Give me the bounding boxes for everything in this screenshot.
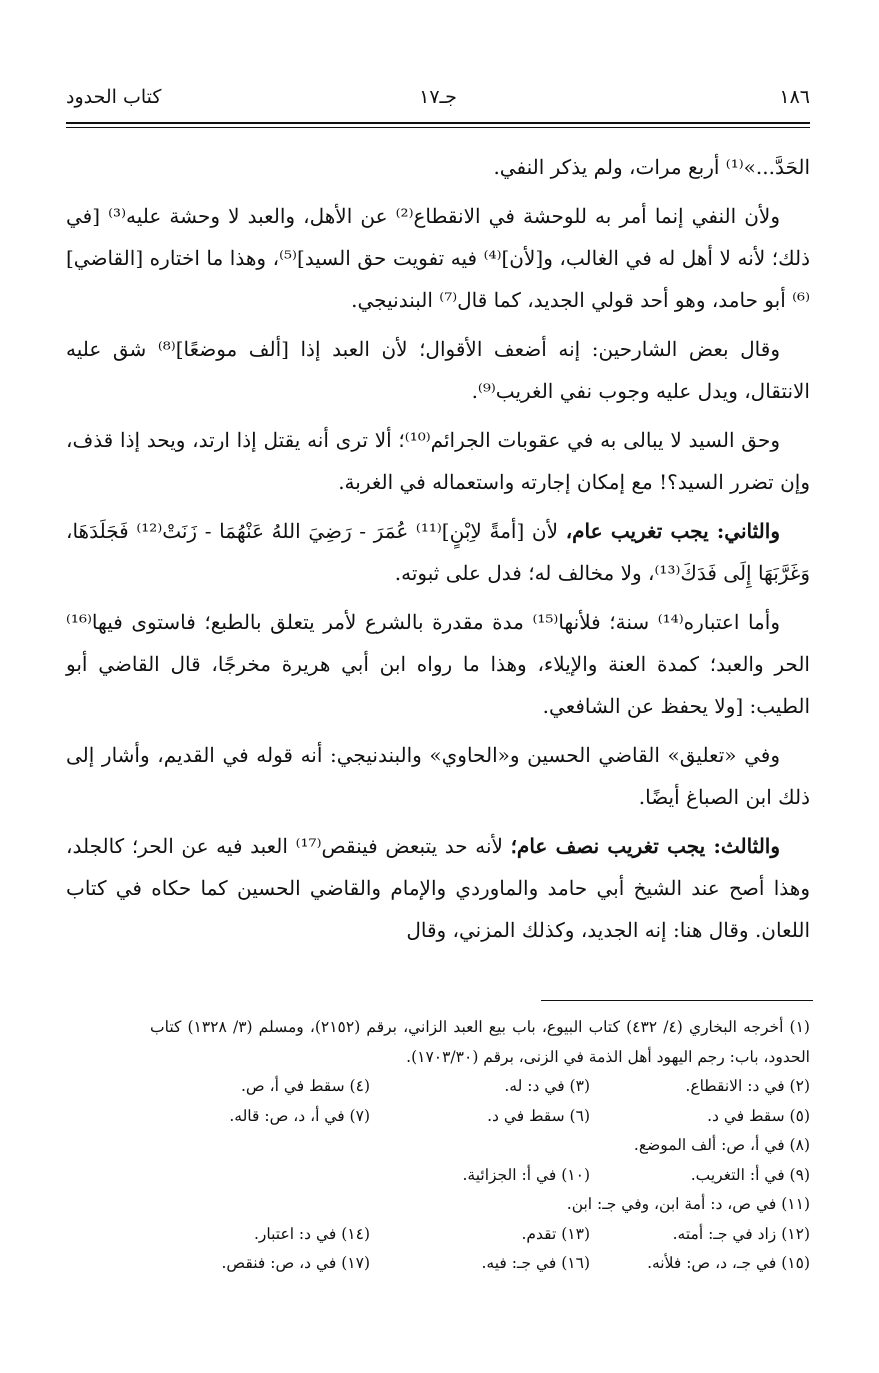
footnote: (٢) في د: الانقطاع. <box>685 1077 810 1095</box>
footnote: (٦) سقط في د. <box>487 1106 590 1125</box>
footnote-row <box>150 1072 810 1102</box>
footnotes <box>150 1013 810 1279</box>
footnote: (٧) في أ، د، ص: قاله. <box>229 1106 370 1125</box>
footnote: (١٠) في أ: الجزائية. <box>462 1165 590 1184</box>
volume-number: جـ١٧ <box>419 86 457 108</box>
footnote: (٤) سقط في أ، ص. <box>241 1077 370 1095</box>
paragraph: وقال بعض الشارحين: إنه أضعف الأقوال؛ لأن العبد إذا [ألف موضعًا]⁽⁸⁾ شق عليه الانتقال، ويدل عليه وجوب نفي الغريب⁽⁹⁾. <box>66 337 810 403</box>
paragraph: وأما اعتباره⁽¹⁴⁾ سنة؛ فلأنها⁽¹⁵⁾ مدة مقدرة بالشرع لأمر يتعلق بالطبع؛ فاستوى فيها⁽¹⁶⁾ الحر والعبد؛ كمدة العنة والإيلاء، وهذا ما رواه ابن أبي هريرة مخرجًا، قال القاضي أبو الطيب: [ولا يحفظ عن الشافعي. <box>66 610 810 718</box>
book-title: كتاب الحدود <box>66 86 162 108</box>
paragraph <box>66 825 810 951</box>
paragraph <box>66 510 810 594</box>
footnote-row <box>150 1131 810 1161</box>
footnote: (١٤) في د: اعتبار. <box>253 1224 370 1243</box>
footnote: (١٢) زاد في جـ: أمته. <box>672 1224 810 1243</box>
paragraph: وفي «تعليق» القاضي الحسين و«الحاوي» والبندنيجي: أنه قوله في القديم، وأشار إلى ذلك ابن الصباغ أيضًا. <box>66 743 810 809</box>
paragraph: ولأن النفي إنما أمر به للوحشة في الانقطاع⁽²⁾ عن الأهل، والعبد لا وحشة عليه⁽³⁾ [في ذلك؛ لأنه لا أهل له في الغالب، و[لأن]⁽⁴⁾ فيه تفويت حق السيد]⁽⁵⁾، وهذا ما اختاره [القاضي]⁽⁶⁾ أبو حامد، وهو أحد قولي الجديد، كما قال⁽⁷⁾ البندنيجي. <box>66 204 810 312</box>
footnote-row <box>150 1102 810 1132</box>
footnote: (١٥) في جـ، د، ص: فلأنه. <box>647 1254 810 1272</box>
header-rule-thick <box>66 122 810 124</box>
footnote: (١٧) في د، ص: فنقص. <box>221 1254 370 1272</box>
footnote: (٩) في أ: التغريب. <box>690 1165 810 1184</box>
footnote-row <box>150 1220 810 1250</box>
header-rule-thin <box>66 127 810 128</box>
footnote: (١) أخرجه البخاري (٤/ ٤٣٢) كتاب البيوع، باب بيع العبد الزاني، برقم (٢١٥٢)، ومسلم (٣/ ١٣٢٨) كتاب الحدود، باب: رجم اليهود أهل الذمة في الزنى، برقم (١٧٠٣/٣٠). <box>150 1018 810 1066</box>
paragraph-lead: والثاني: يجب تغريب عام، <box>565 519 780 543</box>
paragraph-lead: والثالث: يجب تغريب نصف عام؛ <box>510 834 781 858</box>
footnote: (١٦) في جـ: فيه. <box>481 1254 590 1272</box>
footnote-separator <box>541 1000 813 1001</box>
paragraph: الحَدَّ...»⁽¹⁾ أربع مرات، ولم يذكر النفي. <box>493 155 810 179</box>
footnote-row <box>150 1161 810 1191</box>
page-number: ١٨٦ <box>779 86 810 108</box>
footnote: (٥) سقط في د. <box>707 1106 810 1125</box>
footnote: (١٣) تقدم. <box>521 1224 590 1243</box>
footnote-row <box>150 1249 810 1279</box>
footnote: (٣) في د: له. <box>504 1077 590 1095</box>
footnote-row <box>150 1190 810 1220</box>
paragraph-text: لأنه حد يتبعض فينقص⁽¹⁷⁾ العبد فيه عن الحر؛ كالجلد، وهذا أصح عند الشيخ أبي حامد والماوردي والإمام والقاضي الحسين كما حكاه في كتاب اللعان. وقال هنا: إنه الجديد، وكذلك المزني، وقال <box>66 834 810 942</box>
footnote: (٨) في أ، ص: ألف الموضع. <box>633 1136 810 1154</box>
paragraph: وحق السيد لا يبالى به في عقوبات الجرائم⁽¹⁰⁾؛ ألا ترى أنه يقتل إذا ارتد، ويحد إذا قذف، وإن تضرر السيد؟! مع إمكان إجارته واستعماله في الغربة. <box>66 428 810 494</box>
footnote: (١١) في ص، د: أمة ابن، وفي جـ: ابن. <box>566 1195 810 1213</box>
running-header <box>66 86 810 116</box>
paragraph-text: لأن [أمةً لاِبْنٍ]⁽¹¹⁾ عُمَرَ - رَضِيَ اللهُ عَنْهُمَا - زَنَتْ⁽¹²⁾ فَجَلَدَهَا، وَغَرَّبَهَا إِلَى فَدَكَ⁽¹³⁾، ولا مخالف له؛ فدل على ثبوته. <box>66 519 810 585</box>
main-text <box>66 146 810 958</box>
